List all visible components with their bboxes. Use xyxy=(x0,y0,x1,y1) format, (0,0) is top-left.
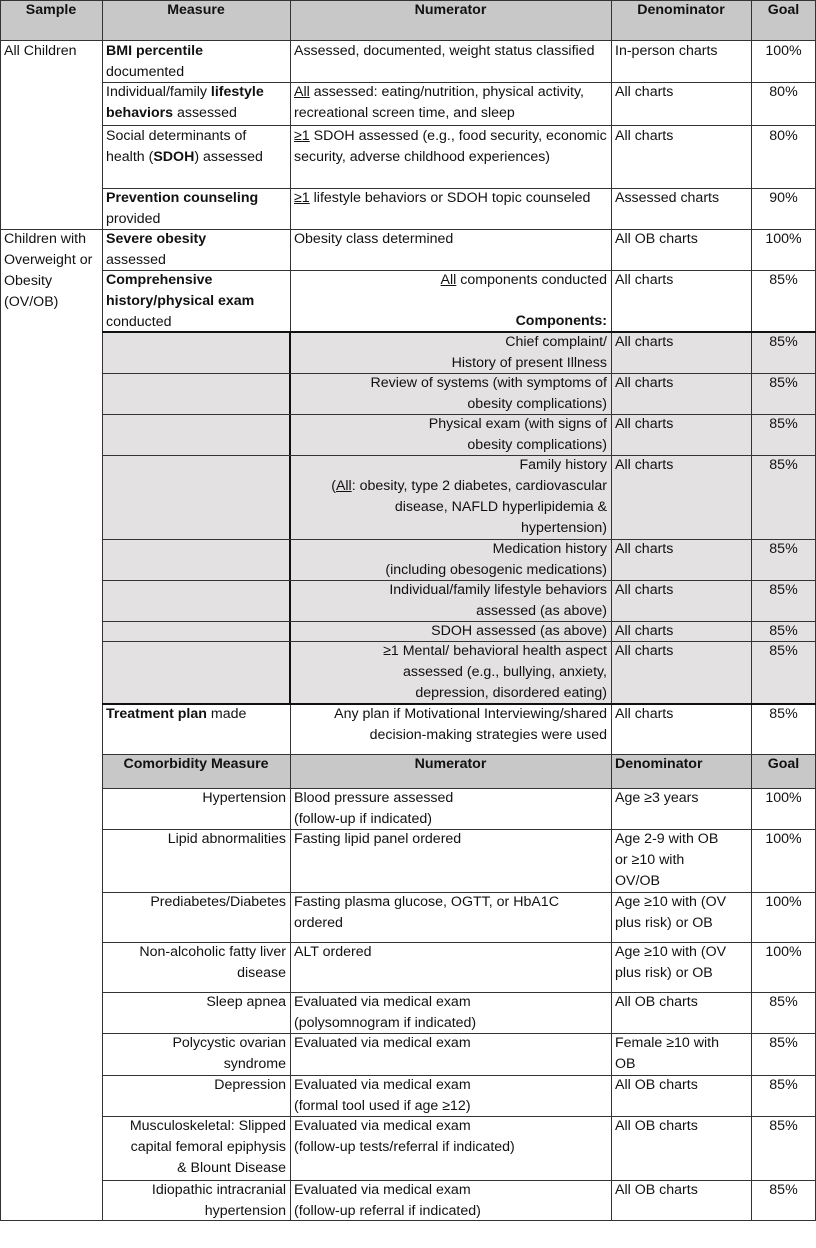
component-mental-health: ≥1 Mental/ behavioral health aspect assessed (e.g., bullying, anxiety, depression, disordered eating) xyxy=(383,643,607,701)
grid-line xyxy=(102,331,816,333)
grid-line xyxy=(0,0,816,1)
goal-comprehensive: 85% xyxy=(769,272,798,288)
grid-line xyxy=(102,414,816,415)
comorbidity-goal: 100% xyxy=(765,944,802,960)
grid-line xyxy=(611,0,612,1221)
comorbidity-denominator: Age 2-9 with OB or ≥10 with OV/OB xyxy=(615,831,719,889)
header-measure: Measure xyxy=(167,2,225,18)
component-denominator: All charts xyxy=(615,375,674,391)
grid-line xyxy=(102,125,816,126)
comorbidity-measure: Non-alcoholic fatty liver disease xyxy=(139,944,286,981)
grid-line xyxy=(102,270,816,271)
grid-line xyxy=(102,788,816,789)
denominator-severe-obesity: All OB charts xyxy=(615,231,698,247)
component-denominator: All charts xyxy=(615,541,674,557)
denominator-prevention: Assessed charts xyxy=(615,190,720,206)
denominator-treatment-plan: All charts xyxy=(615,706,674,722)
denominator-sdoh: All charts xyxy=(615,128,674,144)
component-goal: 85% xyxy=(769,582,798,598)
sample-ovob: Children with Overweight or Obesity (OV/OB) xyxy=(4,231,93,310)
grid-line xyxy=(102,942,816,943)
header-goal: Goal xyxy=(767,2,800,18)
goal-bmi: 100% xyxy=(765,43,802,59)
comorbidity-numerator: Evaluated via medical exam (polysomnogram if indicated) xyxy=(294,994,477,1031)
grid-line xyxy=(102,892,816,893)
comorbidity-measure: Hypertension xyxy=(202,790,286,806)
comorbidity-numerator: Evaluated via medical exam xyxy=(294,1035,471,1051)
comorbidity-header-numerator: Numerator xyxy=(414,756,487,772)
grid-line xyxy=(102,0,103,1221)
grid-line xyxy=(0,40,816,41)
grid-line xyxy=(0,1220,816,1221)
comorbidity-header-denominator: Denominator xyxy=(615,756,703,772)
measure-lifestyle: Individual/family lifestyle behaviors assessed xyxy=(106,84,264,121)
grid-line xyxy=(102,1075,816,1076)
grid-line xyxy=(102,539,816,540)
grid-line xyxy=(751,0,752,1221)
component-goal: 85% xyxy=(769,541,798,557)
grid-line xyxy=(102,1180,816,1181)
comorbidity-denominator: All OB charts xyxy=(615,1182,698,1198)
comorbidity-measure: Musculoskeletal: Slipped capital femoral epiphysis & Blount Disease xyxy=(129,1118,286,1176)
grid-line xyxy=(102,373,816,374)
comorbidity-goal: 85% xyxy=(769,1118,798,1134)
grid-line xyxy=(102,754,816,755)
grid-line xyxy=(102,992,816,993)
measure-severe-obesity: Severe obesity assessed xyxy=(106,231,207,268)
component-review-of-systems: Review of systems (with symptoms of obesity complications) xyxy=(370,375,607,412)
comorbidity-goal: 85% xyxy=(769,1182,798,1198)
comorbidity-denominator: Age ≥10 with (OV plus risk) or OB xyxy=(615,944,727,981)
numerator-bmi: Assessed, documented, weight status classified xyxy=(294,43,595,59)
comorbidity-numerator: Fasting plasma glucose, OGTT, or HbA1C ordered xyxy=(294,894,559,931)
component-lifestyle: Individual/family lifestyle behaviors assessed (as above) xyxy=(389,582,607,619)
component-goal: 85% xyxy=(769,416,798,432)
comorbidity-goal: 85% xyxy=(769,1077,798,1093)
component-denominator: All charts xyxy=(615,334,674,350)
grid-line xyxy=(102,455,816,456)
component-denominator: All charts xyxy=(615,582,674,598)
numerator-lifestyle: All assessed: eating/nutrition, physical activity, recreational screen time, and sleep xyxy=(294,84,584,121)
comorbidity-header-goal: Goal xyxy=(767,756,800,772)
grid-line xyxy=(102,621,816,622)
comorbidity-numerator: Evaluated via medical exam (follow-up tests/referral if indicated) xyxy=(294,1118,515,1155)
numerator-sdoh: ≥1 SDOH assessed (e.g., food security, economic security, adverse childhood experiences) xyxy=(294,128,607,165)
measure-sdoh: Social determinants of health (SDOH) assessed xyxy=(106,128,263,165)
goal-lifestyle: 80% xyxy=(769,84,798,100)
component-chief-complaint: Chief complaint/ History of present Illness xyxy=(451,334,607,371)
comorbidity-goal: 85% xyxy=(769,994,798,1010)
comorbidity-measure: Lipid abnormalities xyxy=(167,831,286,847)
comorbidity-measure: Polycystic ovarian syndrome xyxy=(172,1035,286,1072)
comorbidity-header-measure: Comorbidity Measure xyxy=(123,756,269,772)
goal-treatment-plan: 85% xyxy=(769,706,798,722)
comorbidity-goal: 100% xyxy=(765,831,802,847)
component-family-history: Family history (All: obesity, type 2 diabetes, cardiovascular disease, NAFLD hyperlipidemia & hypertension) xyxy=(331,457,607,536)
grid-line xyxy=(102,829,816,830)
component-sdoh: SDOH assessed (as above) xyxy=(431,623,607,639)
comorbidity-denominator: All OB charts xyxy=(615,1118,698,1134)
numerator-treatment-plan: Any plan if Motivational Interviewing/shared decision-making strategies were used xyxy=(334,706,607,743)
grid-line xyxy=(102,188,816,189)
comorbidity-denominator: All OB charts xyxy=(615,994,698,1010)
comorbidity-numerator: Evaluated via medical exam (formal tool used if age ≥12) xyxy=(294,1077,471,1114)
header-sample: Sample xyxy=(25,2,77,18)
grid-line xyxy=(0,229,816,230)
component-medication-history: Medication history (including obesogenic medications) xyxy=(385,541,607,578)
comorbidity-denominator: All OB charts xyxy=(615,1077,698,1093)
goal-prevention: 90% xyxy=(769,190,798,206)
comorbidity-denominator: Female ≥10 with OB xyxy=(615,1035,719,1072)
numerator-comprehensive: All components conducted xyxy=(440,272,607,288)
grid-line xyxy=(102,641,816,642)
grid-line xyxy=(102,580,816,581)
numerator-prevention: ≥1 lifestyle behaviors or SDOH topic counseled xyxy=(294,190,591,206)
grid-line xyxy=(102,82,816,83)
comorbidity-denominator: Age ≥10 with (OV plus risk) or OB xyxy=(615,894,727,931)
comorbidity-numerator: ALT ordered xyxy=(294,944,372,960)
comorbidity-measure: Idiopathic intracranial hypertension xyxy=(151,1182,286,1219)
grid-line xyxy=(102,703,816,705)
component-goal: 85% xyxy=(769,457,798,473)
grid-line xyxy=(102,1033,816,1034)
grid-line xyxy=(0,0,1,1221)
sample-all-children: All Children xyxy=(4,43,77,59)
comorbidity-measure: Depression xyxy=(214,1077,286,1093)
comorbidity-numerator: Blood pressure assessed (follow-up if indicated) xyxy=(294,790,454,827)
component-physical-exam: Physical exam (with signs of obesity complications) xyxy=(428,416,607,453)
measure-treatment-plan: Treatment plan made xyxy=(106,706,247,722)
measure-prevention: Prevention counseling provided xyxy=(106,190,259,227)
comorbidity-measure: Prediabetes/Diabetes xyxy=(150,894,286,910)
denominator-lifestyle: All charts xyxy=(615,84,674,100)
component-goal: 85% xyxy=(769,334,798,350)
comorbidity-goal: 100% xyxy=(765,894,802,910)
goal-sdoh: 80% xyxy=(769,128,798,144)
numerator-severe-obesity: Obesity class determined xyxy=(294,231,454,247)
comorbidity-goal: 100% xyxy=(765,790,802,806)
comorbidity-goal: 85% xyxy=(769,1035,798,1051)
component-goal: 85% xyxy=(769,623,798,639)
component-goal: 85% xyxy=(769,375,798,391)
component-denominator: All charts xyxy=(615,416,674,432)
denominator-bmi: In-person charts xyxy=(615,43,718,59)
measure-bmi: BMI percentile documented xyxy=(106,43,203,80)
denominator-comprehensive: All charts xyxy=(615,272,674,288)
comorbidity-denominator: Age ≥3 years xyxy=(615,790,699,806)
grid-line xyxy=(102,1116,816,1117)
header-denominator: Denominator xyxy=(637,2,725,18)
component-denominator: All charts xyxy=(615,457,674,473)
grid-line xyxy=(289,331,291,704)
component-goal: 85% xyxy=(769,643,798,659)
comorbidity-measure: Sleep apnea xyxy=(206,994,286,1010)
comorbidity-numerator: Evaluated via medical exam (follow-up referral if indicated) xyxy=(294,1182,481,1219)
component-denominator: All charts xyxy=(615,643,674,659)
goal-severe-obesity: 100% xyxy=(765,231,802,247)
comorbidity-numerator: Fasting lipid panel ordered xyxy=(294,831,462,847)
components-label: Components: xyxy=(515,313,607,329)
header-numerator: Numerator xyxy=(414,2,487,18)
component-denominator: All charts xyxy=(615,623,674,639)
measure-comprehensive: Comprehensive history/physical exam conducted xyxy=(106,272,255,330)
